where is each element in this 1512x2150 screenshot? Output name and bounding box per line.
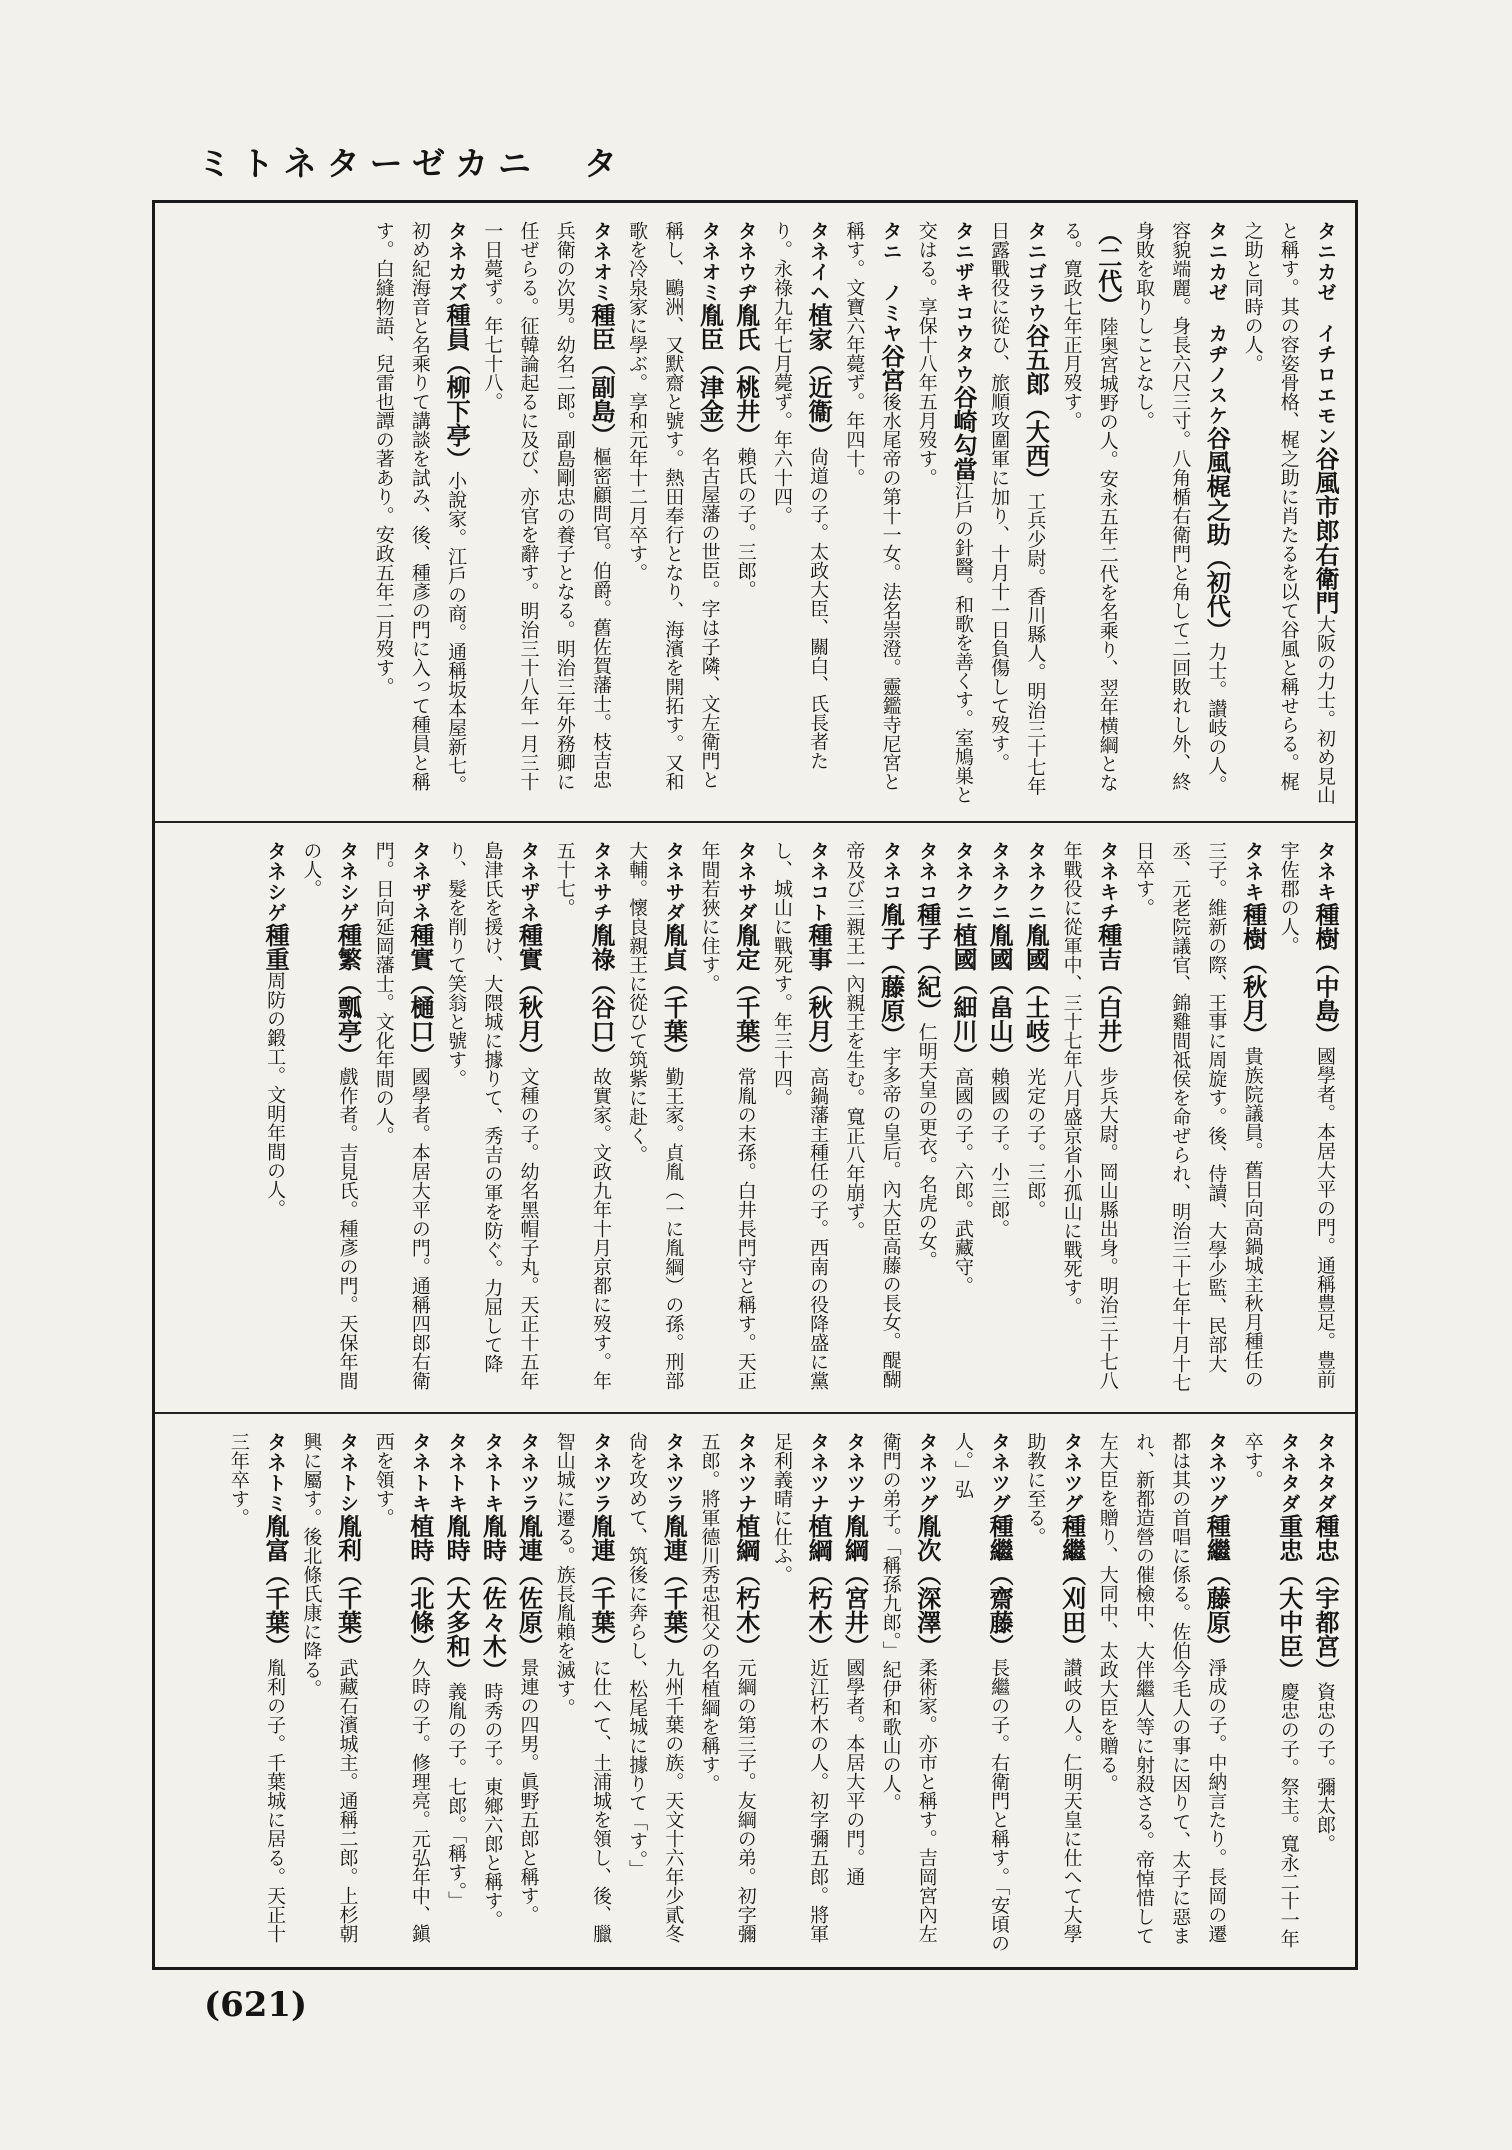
entry-name: 胤富（千葉） [261,1514,291,1658]
dictionary-entry [698,1432,761,1943]
entry-headword: タニゴラウ [1024,221,1048,324]
entry-headword: タネサダ [662,841,686,923]
entry-headword: タネクニ [1024,841,1048,923]
entry-name: 胤連（千葉） [659,1514,689,1658]
dictionary-entry [445,841,544,1390]
entry-name: 種繁（瓢亭） [333,923,363,1067]
entry-column-text [173,841,1343,1398]
entry-name: 胤定（千葉） [731,923,761,1067]
entry-headword: タネコト [807,841,831,923]
entry-headword: タニカゼ イチロエモン [1314,221,1337,447]
entry-name: 胤連（佐原） [514,1514,544,1658]
dictionary-entry [915,221,978,804]
entry-headword: タネツナ [843,1432,867,1514]
entry-description: 樞密顧問官。伯爵。舊佐賀藩士。枝吉忠兵衛の次男。幼名二郎。副島剛忠の養子となる。明治三年外務卿に任ぜらる。征韓論起るに及び、亦官を辭す。明治三十八年一月三十一日薨ず。年七十八。 [481,221,612,791]
entry-name: 種員（柳下亭） [442,303,472,471]
entry-description: 小說家。江戶の商。通稱坂本屋新七。初め紀海音と名乘りて講談を試み、後、種彥の門に入って種員と稱す。白縫物語、兒雷也譚の著あり。安政五年二月歿す。 [372,221,468,794]
dictionary-entry [227,1432,291,1943]
entry-name: 胤國（畠山） [985,923,1015,1067]
entry-description: 高鍋藩主種任の子。西南の役降盛に黨し、城山に戰死す。年三十四。 [770,841,830,1390]
entry-headword: タネキ [1314,841,1337,903]
entry-name: 種臣（副島） [586,303,616,447]
entry-name: 種繼（齋藤） [985,1514,1015,1658]
dictionary-entry [988,221,1051,796]
dictionary-entry [300,1432,363,1943]
dictionary-entry [843,841,906,1389]
entry-description: 勤王家。貞胤（一に胤綱）の孫。刑部大輔。懷良親王に從ひて筑紫に赴く。 [626,841,685,1390]
entry-name: 植綱（朽木） [731,1514,761,1658]
dictionary-entry [843,221,906,791]
entry-description: 國學者。本居大平の門。通稱豊足。豊前宇佐郡の人。 [1277,841,1336,1389]
dictionary-entry [626,1432,689,1943]
dictionary-entry [514,1432,544,1924]
entry-headword: タニカゼ カヂノスケ [1205,221,1229,426]
entry-headword: タネオミ [698,221,722,303]
entry-name: 胤時（大多和） [442,1514,472,1682]
entry-headword: タネタダ [1277,1432,1301,1514]
entry-name: 種實（秋月） [514,923,544,1067]
entry-name: 胤祿（谷口） [586,923,616,1067]
entry-description: 陸奥宮城野の人。安永五年二代を名乘り、翌年横綱となる。寛政七年正月歿す。 [1060,221,1119,792]
entry-description: 賴氏の子。三郎。 [734,447,757,599]
entry-headword: タネツナ [807,1432,831,1514]
entry-headword: タネツラ [517,1432,541,1514]
entry-headword: タネトキ [445,1432,469,1514]
entry-headword: タネツナ [734,1432,758,1514]
entry-headword: タネツグ [1205,1432,1229,1514]
page-frame [152,200,1358,1970]
entry-name: 植國（細川） [948,923,978,1067]
entry-name: 胤臣（津金） [695,303,725,447]
dictionary-entry [1024,1432,1087,1943]
dictionary-entry [985,841,1015,1238]
entry-headword: タニ ノミヤ [879,221,903,344]
entry-name: 植家（近衞） [804,303,834,447]
dictionary-entry [912,841,942,1270]
entry-description: 名古屋藩の世臣。字は子隣、文左衛門と稱し、鷗洲、又默齋と號す。熱田奉行となり、海濱を開拓す。又和歌を冷泉家に學ぶ。享和元年十二月卒す。 [626,221,721,791]
entry-description: 文種の子。幼名黑帽子丸。天正十五年島津氏を援け、大隈城に據りて、秀吉の軍を防ぐ。力屈して降り、髮を削りて笑翁と號す。 [445,841,540,1390]
entry-name: 胤國（土岐） [1021,923,1051,1067]
entry-name: 種重 [261,923,291,971]
dictionary-entry [481,221,616,791]
entry-description: 武藏石濱城主。通稱二郎。上杉朝興に屬す。後北條氏康に降る。 [300,1432,359,1943]
running-header-kana: ミトネターゼカニ タ [198,144,628,183]
entry-headword: タネタダ [1314,1432,1337,1514]
entry-name: 谷五郎（大西） [1021,323,1051,492]
entry-name: 種繼（藤原） [1202,1514,1232,1658]
dictionary-entry [1132,841,1268,1392]
entry-name: 植時（北條） [405,1514,435,1658]
entry-description: 義胤の子。七郎。「稱す。」 [445,1682,468,1910]
entry-name: 胤氏（桃井） [731,303,761,447]
entry-band-bottom [155,1412,1355,1967]
entry-description: 宇多帝の皇后。內大臣高藤の長女。醍醐帝及び三親王一內親王を生む。寬正八年崩ず。 [843,841,902,1389]
entry-name: 胤綱（宮井） [840,1514,870,1658]
entry-name: 種忠（宇都宮） [1311,1514,1340,1682]
entry-headword: タネコ [879,841,903,903]
entry-description: 故實家。文政九年十月京都に歿す。年五十七。 [553,841,612,1390]
entry-name: 種事（秋月） [804,923,834,1067]
dictionary-entry [553,1432,616,1943]
entry-headword: タネクニ [988,841,1012,923]
entry-name: 種樹（秋月） [1238,902,1268,1047]
entry-description: 長繼の子。右衛門と稱す。「安頃の人。」弘 [951,1432,1011,1953]
entry-description: 光定の子。三郎。 [1024,1067,1047,1219]
entry-headword: タネツラ [589,1432,613,1514]
entry-headword: タネツグ [988,1432,1012,1514]
entry-headword: タネキ [1241,841,1265,903]
entry-name: 種吉（白井） [1093,923,1123,1067]
entry-description: 高國の子。六郎。武藏守。 [951,1067,974,1295]
dictionary-entry [1060,841,1123,1390]
entry-name: 胤貞（千葉） [659,923,689,1067]
dictionary-entry [1132,221,1232,794]
entry-description: に仕へて、土浦城を領し、後、臘智山城に遷る。族長胤賴を滅す。 [553,1432,612,1943]
entry-description: 常胤の末孫。白井長門守と稱す。天正年間若狹に住す。 [698,841,757,1390]
dictionary-entry [442,1432,472,1910]
entry-column-text [173,1432,1343,1953]
entry-description: 久時の子。修理亮。元弘年中、鎭西を領す。 [372,1432,431,1943]
entry-description: 資忠の子。彌太郎。 [1314,1682,1336,1853]
entry-description: 後水尾帝の第十一女。法名崇澄。靈鑑寺尼宮と稱す。文寶六年薨ず。年四十。 [843,221,902,791]
entry-description: 賴國の子。小三郎。 [988,1067,1011,1238]
entry-column-text [173,221,1343,807]
dictionary-entry [731,221,761,599]
entry-headword: タネツラ [662,1432,686,1514]
entry-headword: タネツグ [915,1432,939,1514]
entry-name: 種子（紀） [912,902,942,1023]
dictionary-entry [1096,1432,1232,1945]
entry-description: 力士。讃岐の人。容貌端麗。身長六尺三寸。八角楯右衛門と角して二回敗れし外、終身敗を取りしことなし。 [1132,221,1228,794]
entry-description: 讃岐の人。仁明天皇に仕へて大學助教に至る。 [1024,1432,1083,1943]
dictionary-entry [1060,221,1123,792]
entry-band-middle [155,821,1355,1412]
entry-description: 仁明天皇の更衣。名虎の女。 [915,1022,938,1270]
dictionary-entry [770,1432,834,1943]
entry-headword: タネキチ [1096,841,1120,923]
dictionary-entry [1277,841,1340,1389]
entry-name: （二代） [1093,221,1123,317]
dictionary-entry [1241,221,1340,805]
entry-headword: タネカズ [445,221,469,303]
entry-headword: タネコ [915,841,939,903]
entry-description: 慶忠の子。祭主。寬永二十一年卒す。 [1241,1432,1300,1948]
entry-headword: タネザネ [408,841,432,923]
entry-headword: タニザキコウタウ [951,221,975,385]
page-number: (621) [204,1985,308,2025]
entry-name: 種樹（中島） [1311,902,1340,1047]
entry-headword: タネトキ [408,1432,432,1514]
entry-name: 胤次（深澤） [912,1514,942,1658]
entry-headword: タネクニ [951,841,975,923]
dictionary-entry [372,841,435,1390]
entry-headword: タネトミ [264,1432,288,1514]
entry-headword: タネザネ [517,841,541,923]
entry-name: 重忠（大中臣） [1274,1514,1304,1682]
entry-name: 谷崎勾當 [948,385,978,481]
dictionary-entry [770,221,834,770]
entry-name: 胤利（千葉） [333,1514,363,1658]
entry-headword: タネシゲ [336,841,360,923]
dictionary-entry [626,221,725,791]
entry-headword: タネシゲ [264,841,288,923]
entry-name: 谷風梶之助（初代） [1202,426,1232,642]
entry-name: 谷風市郎右衛門 [1311,446,1340,615]
entry-headword: タネトキ [481,1432,505,1514]
entry-name: 胤子（藤原） [876,902,906,1047]
dictionary-entry [372,221,472,794]
dictionary-entry [626,841,689,1390]
entry-name: 種繼（刈田） [1057,1514,1087,1658]
dictionary-entry [1241,1432,1304,1948]
entry-description: 尙道の子。太政大臣、關白、氏長者たり。永祿九年七月薨ず。年六十四。 [770,221,830,770]
entry-name: 胤連（千葉） [586,1514,616,1658]
entry-description: 大阪の力士。初め見山と稱す。其の容姿骨格、梶之助に肖たるを以て谷風と稱せらる。梶之助と同時の人。 [1241,221,1336,805]
dictionary-entry [698,841,761,1390]
entry-name: 種實（樋口） [405,923,435,1067]
entry-name: 谷宮 [876,344,906,392]
entry-description: 柔術家。亦市と稱す。吉岡宮內左衛門の弟子。「稱孫九郎。」紀伊和歌山の人。 [879,1432,938,1943]
entry-description: 國學者。本居大平の門。通 [843,1658,866,1886]
running-header [0,138,1512,198]
dictionary-entry [553,841,616,1390]
entry-name: 植綱（朽木） [804,1514,834,1658]
entry-description: 時秀の子。東鄉六郎と稱す。 [481,1682,504,1929]
entry-headword: タネイヘ [807,221,831,303]
entry-description: 貴族院議員。舊日向高鍋城主秋月種任の三子。維新の際、王事に周旋す。後、侍讀、大學少監、民部大丞、元老院議官、錦雞間祗侯を命ぜられ、明治三十七年十月十七日卒す。 [1132,841,1264,1392]
dictionary-entry [770,841,834,1390]
entry-description: 元綱の第三子。友綱の弟。初字彌五郎。將軍德川秀忠祖父の名植綱を稱す。 [698,1432,757,1943]
entry-description: 周防の鍛工。文明年間の人。 [264,971,287,1218]
entry-description: 工兵少尉。香川縣人。明治三十七年日露戰役に從ひ、旅順攻圍軍に加り、十月十一日負傷して歿す。 [988,221,1047,796]
entry-headword: タネトシ [336,1432,360,1514]
entry-description: 戲作者。吉見氏。種彥の門。天保年間の人。 [300,841,359,1390]
dictionary-entry [879,1432,942,1943]
dictionary-entry [951,1432,1015,1953]
entry-description: 江戶の針醫。和歌を善くす。室鳩巣と交はる。享保十八年五月歿す。 [915,221,974,804]
entry-headword: タネウヂ [734,221,758,303]
entry-description: 步兵大尉。岡山縣出身。明治三十七八年戰役に從軍中、三十七年八月盛京省小孤山に戰死す。 [1060,841,1119,1390]
entry-name: 胤時（佐々木） [478,1514,508,1682]
dictionary-entry [300,841,363,1390]
entry-headword: タネツグ [1060,1432,1084,1514]
entry-description: 淨成の子。中納言たり。長岡の遷都は其の首唱に係る。佐伯今毛人の事に因りて、太子に惡まれ、新都造營の催檢中、大伴繼人等に射殺さる。帝悼惜して左大臣を贈り、大同中、太政大臣を贈る。 [1096,1432,1228,1945]
entry-description: 景連の四男。眞野五郎と稱す。 [517,1658,540,1924]
entry-headword: タネオミ [589,221,613,303]
entry-description: 近江朽木の人。初字彌五郎。將軍足利義晴に仕ふ。 [770,1432,830,1943]
entry-headword: タネサチ [589,841,613,923]
entry-band-top [155,203,1355,821]
entry-description: 國學者。本居大平の門。通稱四郎右衛門。日向延岡藩士。文化年間の人。 [372,841,431,1390]
dictionary-entry [261,841,291,1218]
dictionary-entry [478,1432,508,1929]
dictionary-entry [1311,1432,1340,1853]
dictionary-entry [948,841,978,1295]
entry-description: 胤利の子。千葉城に居る。天正十三年卒す。 [227,1432,287,1943]
entry-headword: タネサダ [734,841,758,923]
dictionary-entry [1021,841,1051,1219]
dictionary-entry [372,1432,435,1943]
dictionary-entry [840,1432,870,1886]
entry-description: 九州千葉の族。天文十六年少貳冬尙を攻めて、筑後に奔らし、松尾城に據りて「す。」 [626,1432,685,1943]
